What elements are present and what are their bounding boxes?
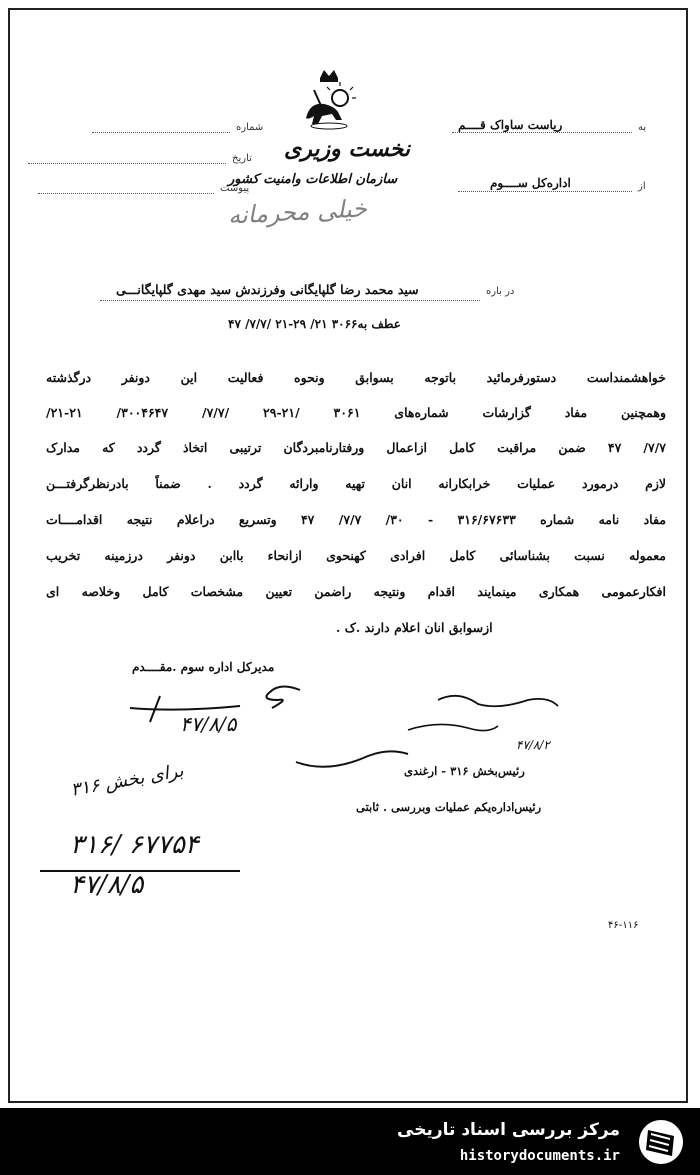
attachment-line xyxy=(38,193,214,194)
number-label: شماره xyxy=(236,122,264,133)
to-label: به xyxy=(638,122,647,133)
section-chief: رئیس‌بخش ۳۱۶ - ارغندی xyxy=(404,764,525,778)
classification-stamp: خیلی محرمانه xyxy=(227,194,368,230)
handwritten-date: ۴۷/۸/۵ xyxy=(70,870,144,900)
footer-org-name: مرکز بررسی اسناد تاریخی xyxy=(397,1120,620,1140)
date-line xyxy=(28,163,226,164)
from-line xyxy=(458,191,632,192)
body-line-5: مفاد نامه شماره ۳۱۶/۶۷۶۳۳ - ۳۰/ ۷/۷/ ۴۷ وتسریع دراعلام نتیجه اقدامــــات xyxy=(46,512,666,527)
body-line-8: ازسوابق انان اعلام دارند .ک . xyxy=(336,620,493,635)
small-date: ۴۷/۸/۲ xyxy=(516,738,550,752)
footer-banner xyxy=(0,1108,700,1175)
to-line xyxy=(452,132,632,133)
director-date: ۴۷/۸/۵ xyxy=(180,712,237,736)
footer-site: historydocuments.ir xyxy=(459,1148,620,1164)
reference-line: عطف به۳۰۶۶ ۲۱/ ۲۹-۲۱ /۷/۷/ ۴۷ xyxy=(228,317,401,331)
subject-label: در باره xyxy=(486,286,515,297)
body-line-2: وهمچنین مفاد گزارشات شماره‌های ۳۰۶۱ /۲۱-۲۹ /۷/۷/ ۳۰۰۴۶۴۷/ ۲۱-۲۱/ xyxy=(46,405,666,420)
body-line-3: ۷/۷/ ۴۷ ضمن مراقبت کامل ازاعمال ورفتارنامبردگان ترتیبی اتخاذ گردد که مدارک xyxy=(46,440,666,455)
number-line xyxy=(92,132,230,133)
from-value: اداره‌کل ســــوم xyxy=(490,176,571,190)
body-line-6: معموله نسبت بشناسائی کامل افرادی کهنحوی ازانحاء باابن دونفر درزمینه تخریب xyxy=(46,548,666,563)
department-chief: رئیس‌اداره‌یکم عملیات وبررسی . ثابتی xyxy=(356,800,542,814)
body-line-1: خواهشمنداست دستورفرمائید باتوجه بسوابق ونحوه فعالیت این دونفر درگذشته xyxy=(46,370,666,385)
organization-name: سازمان اطلاعات وامنیت کشور xyxy=(228,172,398,187)
handwritten-note: برای بخش ۳۱۶ xyxy=(69,760,186,801)
lion-and-sun-emblem-icon xyxy=(300,68,358,134)
to-value: ریاست ساواک قــــم xyxy=(458,118,563,132)
ministry-title: نخست وزیری xyxy=(284,136,410,162)
from-label: از xyxy=(638,181,646,192)
subject-value: سید محمد رضا گلپایگانی وفرزندش سید مهدی گلپایگانـــی xyxy=(116,282,419,297)
attachment-label: پیوست xyxy=(220,183,250,194)
date-label: تاریخ xyxy=(232,153,252,164)
handwritten-number: ۳۱۶/ ۶۷۷۵۴ xyxy=(70,830,199,860)
subject-line xyxy=(100,300,480,301)
page-code: ۴۶-۱۱۶ xyxy=(608,920,639,931)
body-line-4: لازم درمورد عملیات خرابکارانه انان تهیه وارائه گردد . ضمناً بادرنظرگرفتـــن xyxy=(46,476,666,491)
archive-logo-icon xyxy=(634,1118,688,1166)
body-line-7: افکارعمومی همکاری مینمایند اقدام ونتیجه راضمن تعیین مشخصات کامل وخلاصه ای xyxy=(46,584,666,599)
director-title: مدیرکل اداره سوم .مقــــدم xyxy=(132,660,275,674)
